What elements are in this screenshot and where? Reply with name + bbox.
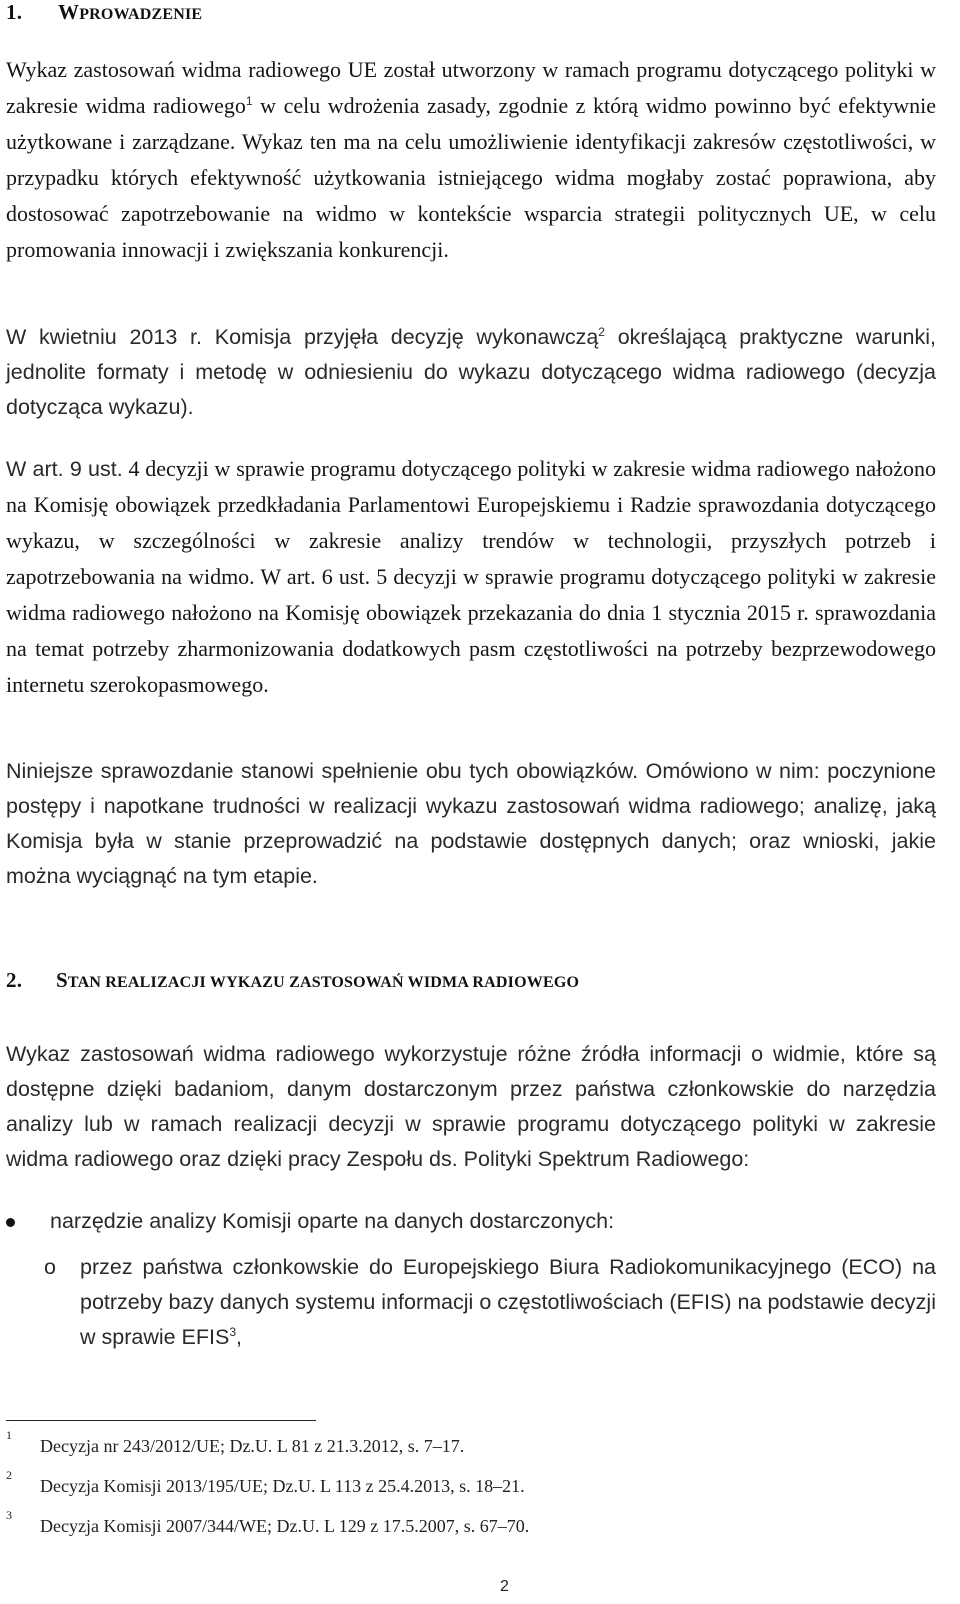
section-2-title-word-3: WYKAZU [209,974,290,991]
footnote-2-number: 2 [6,1468,12,1482]
footnote-ref-3[interactable]: 3 [229,1324,237,1339]
sub-bullet-tail: , [236,1325,243,1349]
section-1-title-initial: W [58,0,80,24]
section-1-heading [6,0,202,25]
footnote-ref-1[interactable]: 1 [245,93,253,108]
section-2-title-word-6: RADIOWEGO [472,974,580,991]
section-2-title-word-4: ZASTOSOWAŃ [289,974,408,991]
section-2-title-word-2: REALIZACJI [105,974,210,991]
section-1-title-rest: PROWADZENIE [79,6,203,23]
footnote-2-text: Decyzja Komisji 2013/195/UE; Dz.U. L 113 z 25.4.2013, s. 18–21. [40,1476,525,1496]
footnote-1-text: Decyzja nr 243/2012/UE; Dz.U. L 81 z 21.3.2012, s. 7–17. [40,1436,465,1456]
footnote-1-number: 1 [6,1428,12,1442]
bullet-item-text: narzędzie analizy Komisji oparte na danych dostarczonych: [50,1209,615,1233]
paragraph-5 [6,1037,936,1177]
paragraph-3-text-c: 5 decyzji w sprawie programu dotyczącego polityki w zakresie widma radiowego nałożono na Komisję obowiązek przekazania do dnia 1 stycznia 2015 r. sprawozdania na temat potrzeby zharmonizowania dodatkowych pasm częstotliwości na potrzeby bezprzewodowego internetu szerokopasmowego. [6,564,936,697]
section-2-title-initial: S [56,968,68,992]
sub-bullet-text-wrap [80,1250,936,1355]
page-number: 2 [500,1578,509,1595]
paragraph-2 [6,320,936,425]
paragraph-4 [6,754,936,894]
paragraph-3-text-a: W art. 9 ust. [6,457,123,481]
paragraph-2-text-b: określającą praktyczne warunki, jednolite formaty i metodę w odniesieniu do wykazu dotyczącego widma radiowego (decyzja dotycząca wykazu). [6,325,936,419]
section-2-title-word-5: WIDMA [407,974,473,991]
paragraph-2-text-a: W kwietniu 2013 r. Komisja przyjęła decyzję wykonawczą [6,325,599,349]
paragraph-1-text-a: Wykaz zastosowań widma radiowego UE został utworzony w ramach programu dotyczącego polityki w zakresie widma radiowego [6,57,936,118]
paragraph-3 [6,451,936,703]
sub-bullet-text: przez państwa członkowskie do Europejskiego Biura Radiokomunikacyjnego (ECO) na potrzeby bazy danych systemu informacji o częstotliwościach (EFIS) na podstawie decyzji w sprawie EFIS [80,1255,936,1349]
footnote-3-text: Decyzja Komisji 2007/344/WE; Dz.U. L 129 z 17.5.2007, s. 67–70. [40,1516,530,1536]
paragraph-4-text: Niniejsze sprawozdanie stanowi spełnienie obu tych obowiązków. Omówiono w nim: poczynione postępy i napotkane trudności w realizacji wykazu zastosowań widma radiowego; analizę, jaką Komisja była w stanie przeprowadzić na podstawie dostępnych danych; oraz wnioski, jakie można wyciągnąć na tym etapie. [6,759,936,888]
paragraph-1-text-b: w celu wdrożenia zasady, zgodnie z którą widmo powinno być efektywnie użytkowane i zarządzane. Wykaz ten ma na celu umożliwienie identyfikacji zakresów częstotliwości, w przypadku których efektywność użytkowania istniejącego widma mogłaby zostać poprawiona, aby dostosować zapotrzebowanie na widmo w kontekście wsparcia strategii politycznych UE, w celu promowania innowacji i zwiększania konkurencji. [6,93,936,262]
footnote-3-number: 3 [6,1508,12,1522]
section-2-number: 2. [6,968,23,992]
paragraph-5-text: Wykaz zastosowań widma radiowego wykorzystuje różne źródła informacji o widmie, które są dostępne dzięki badaniom, danym dostarczonym przez państwa członkowskie do narzędzia analizy lub w ramach realizacji decyzji w sprawie programu dotyczącego polityki w zakresie widma radiowego oraz dzięki pracy Zespołu ds. Polityki Spektrum Radiowego: [6,1042,936,1171]
paragraph-3-text-b: 4 decyzji w sprawie programu dotyczącego polityki w zakresie widma radiowego nałożono na Komisję obowiązek przedkładania Parlamentowi Europejskiemu i Radzie sprawozdania dotyczącego wykazu, w szczególności w zakresie analizy trendów w technologii, przyszłych potrzeb i zapotrzebowania na widmo. W art. 6 ust. [6,456,936,589]
paragraph-1 [6,52,936,268]
footnote-ref-2[interactable]: 2 [598,324,605,339]
section-1-number: 1. [6,0,23,24]
section-2-heading [6,968,579,993]
bullet-dot-icon [6,1218,15,1227]
sub-bullet-marker: o [44,1255,56,1279]
footnote-separator [6,1420,316,1421]
section-2-title-word-1: TAN [67,974,106,991]
